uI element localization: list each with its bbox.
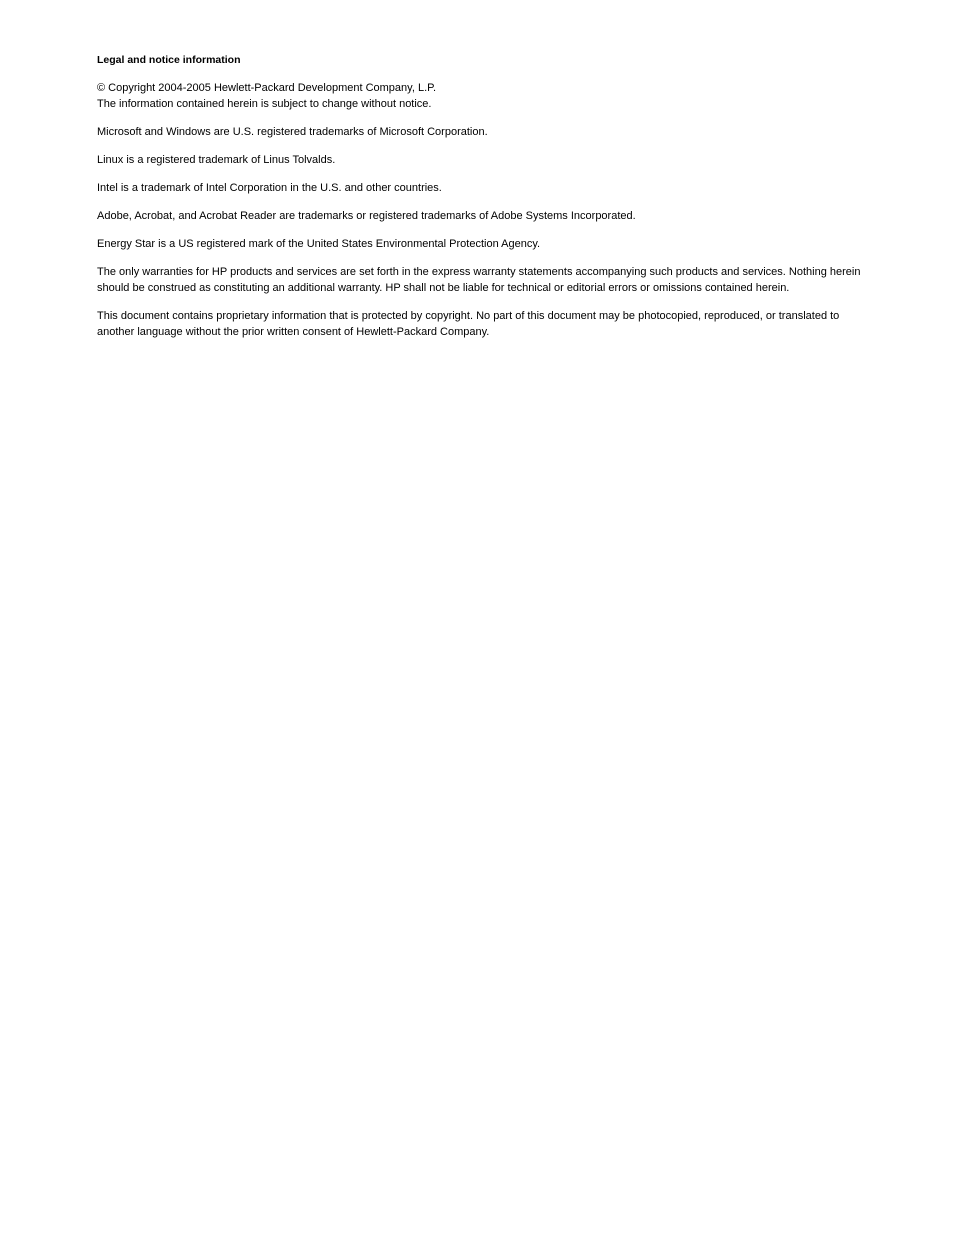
legal-notice-page bbox=[97, 52, 862, 352]
trademark-linux: Linux is a registered trademark of Linus Tolvalds. bbox=[97, 154, 336, 166]
copyright-notice bbox=[97, 80, 862, 112]
trademark-microsoft: Microsoft and Windows are U.S. registered trademarks of Microsoft Corporation. bbox=[97, 126, 488, 138]
trademark-energy-star: Energy Star is a US registered mark of the United States Environmental Protection Agency. bbox=[97, 238, 541, 250]
copyright-line: © Copyright 2004-2005 Hewlett-Packard Development Company, L.P. bbox=[97, 82, 437, 94]
section-heading: Legal and notice information bbox=[97, 54, 241, 66]
change-notice-line: The information contained herein is subject to change without notice. bbox=[97, 98, 432, 110]
trademark-adobe: Adobe, Acrobat, and Acrobat Reader are trademarks or registered trademarks of Adobe Systems Incorporated. bbox=[97, 210, 636, 222]
trademark-intel: Intel is a trademark of Intel Corporation in the U.S. and other countries. bbox=[97, 182, 442, 194]
warranty-statement: The only warranties for HP products and services are set forth in the express warranty statements accompanying such products and services. Nothing herein should be construed as constituting an additional warranty. HP shall not be liable for technical or editorial errors or omissions contained herein. bbox=[97, 266, 861, 294]
proprietary-statement: This document contains proprietary information that is protected by copyright. No part of this document may be photocopied, reproduced, or translated to another language without the prior written consent of Hewlett-Packard Company. bbox=[97, 310, 840, 338]
